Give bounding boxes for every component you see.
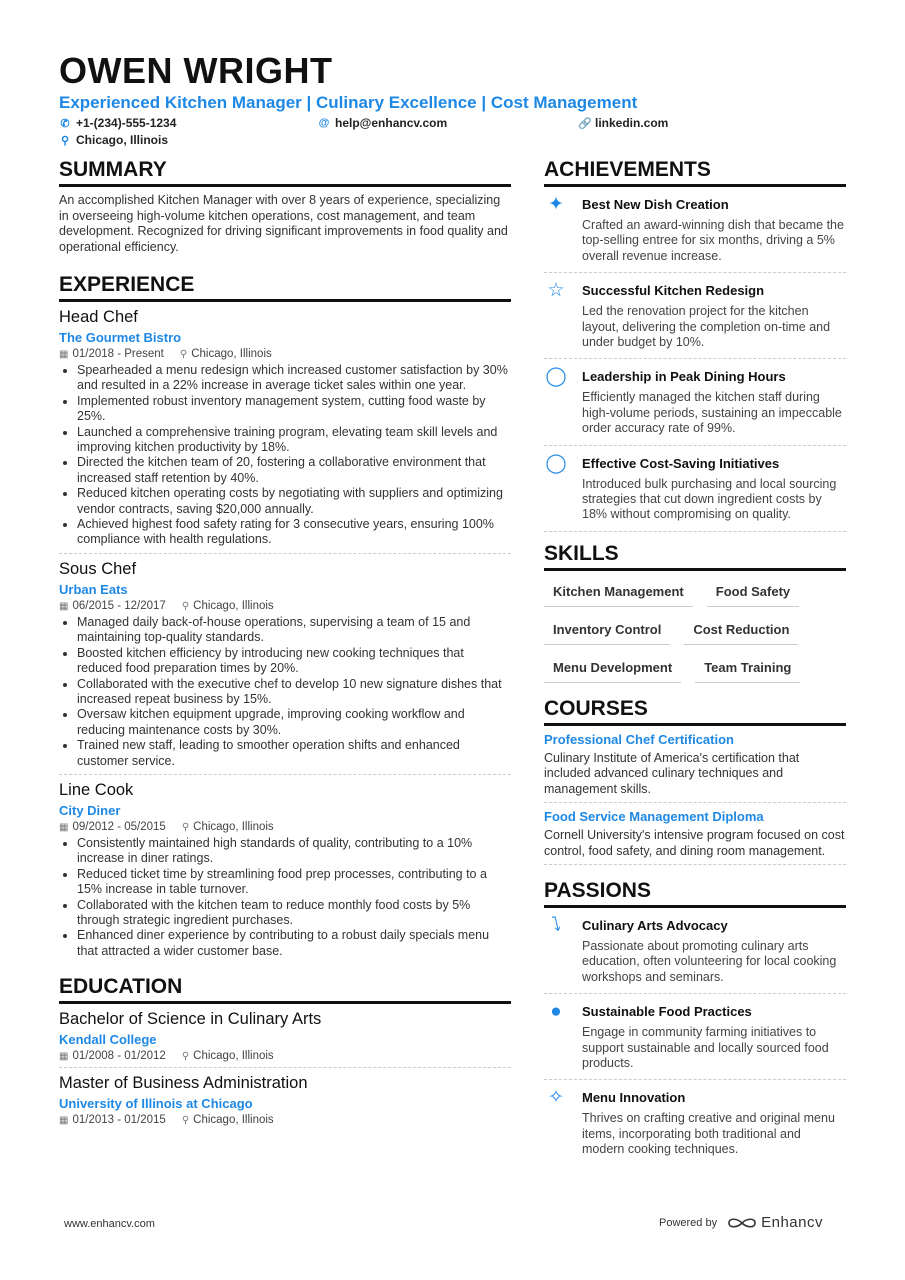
contact-linkedin[interactable] [578, 116, 668, 130]
course-title: Professional Chef Certification [544, 731, 734, 747]
summary-text: An accomplished Kitchen Manager with over 8 years of experience, specializing in overseeing high-volume kitchen operations, cost management, and team development. Recognized for driving significant improvements in food quality and operational efficiency. [59, 193, 508, 254]
calendar-icon: ▦ [59, 1051, 69, 1063]
link-icon: 🔗 [578, 117, 592, 130]
job-dates: 01/2018 - Present [72, 348, 164, 360]
company-name: Urban Eats [59, 581, 128, 597]
passion-item [544, 994, 846, 1080]
bullet: • Reduced kitchen operating costs by negotiating with suppliers and optimizing vendor contracts, saving $20,000 annually. [77, 486, 511, 517]
footer-website[interactable]: www.enhancv.com [64, 1218, 155, 1230]
passion-title: Sustainable Food Practices [582, 1004, 752, 1020]
location-pin-icon: ⚲ [181, 600, 190, 612]
education-meta [59, 1050, 511, 1062]
course-item [544, 726, 846, 803]
location-pin-icon: ⚲ [179, 349, 188, 360]
passion-desc: Thrives on crafting creative and original menu items, incorporating both traditional and modern cooking techniques. [582, 1111, 835, 1157]
bullet: • Reduced ticket time by streamlining food prep processes, contributing to a 15% increase in table turnover. [77, 867, 511, 898]
job-location: Chicago, Illinois [193, 599, 274, 612]
bullet: • Collaborated with the kitchen team to reduce monthly food costs by 5% through strategic ingredient purchases. [77, 898, 511, 929]
education-location: Chicago, Illinois [193, 1114, 274, 1127]
lightbulb-icon: ◯ [545, 366, 567, 388]
calendar-icon: ▦ [59, 349, 69, 360]
head-icon: ● [550, 1001, 562, 1023]
school-name: Kendall College [59, 1032, 157, 1048]
education-dates: 01/2008 - 01/2012 [72, 1050, 166, 1063]
skill-tag: Kitchen Management [544, 577, 693, 607]
right-column [544, 158, 846, 1166]
passion-item [544, 1080, 846, 1165]
degree-title: Master of Business Administration [59, 1074, 308, 1093]
calendar-icon: ▦ [59, 821, 69, 833]
bullet: • Implemented robust inventory management system, cutting food waste by 25%. [77, 394, 511, 425]
divider [59, 774, 511, 775]
passion-title: Culinary Arts Advocacy [582, 917, 728, 933]
experience-heading: EXPERIENCE [59, 273, 511, 302]
achievement-item [544, 359, 846, 445]
enhancv-logo[interactable] [727, 1214, 823, 1231]
achievement-title: Leadership in Peak Dining Hours [582, 369, 786, 385]
headline: Experienced Kitchen Manager | Culinary Excellence | Cost Management [59, 93, 638, 112]
lightbulb-icon: ◯ [545, 452, 567, 474]
bullet: • Directed the kitchen team of 20, fostering a collaborative environment that increased staff retention by 40%. [77, 455, 511, 486]
summary-heading: SUMMARY [59, 158, 511, 187]
education-meta [59, 1114, 511, 1126]
calendar-icon: ▦ [59, 600, 69, 612]
divider [59, 553, 511, 554]
achievements-heading: ACHIEVEMENTS [544, 158, 846, 187]
powered-by-label: Powered by [659, 1216, 718, 1229]
skill-tag: Team Training [695, 653, 800, 683]
job-bullets [59, 836, 511, 959]
job-meta [59, 348, 511, 360]
education-dates: 01/2013 - 01/2015 [72, 1114, 166, 1127]
achievement-desc: Crafted an award-winning dish that became the top-selling entree for six months, driving a 5% overall revenue increase. [582, 218, 844, 263]
skill-tag: Food Safety [707, 577, 799, 607]
job-entry [59, 308, 511, 554]
degree-title: Bachelor of Science in Culinary Arts [59, 1010, 322, 1029]
course-title: Food Service Management Diploma [544, 809, 764, 825]
skill-tag: Menu Development [544, 653, 681, 683]
magic-wand-icon: ✦ [548, 194, 564, 215]
footer-powered [659, 1214, 823, 1231]
job-location: Chicago, Illinois [191, 348, 272, 360]
star-icon: ☆ [547, 280, 565, 302]
course-desc: Culinary Institute of America's certification that included advanced culinary techniques and management skills. [544, 750, 800, 796]
location-text: Chicago, Illinois [76, 133, 169, 147]
location-pin-icon: ⚲ [60, 134, 70, 147]
skills-list [544, 577, 846, 691]
job-title: Head Chef [59, 308, 138, 326]
contact-phone [59, 116, 176, 130]
achievement-title: Successful Kitchen Redesign [582, 283, 765, 299]
achievement-title: Effective Cost-Saving Initiatives [582, 455, 780, 471]
bullet: • Achieved highest food safety rating for 3 consecutive years, ensuring 100% compliance with health regulations. [77, 517, 511, 548]
course-item [544, 803, 846, 865]
job-dates: 09/2012 - 05/2015 [72, 820, 166, 833]
contact-email[interactable] [318, 116, 447, 130]
job-title: Sous Chef [59, 559, 137, 578]
location-pin-icon: ⚲ [181, 821, 190, 833]
education-entry [59, 1010, 511, 1068]
job-dates: 06/2015 - 12/2017 [72, 599, 166, 612]
achievement-item [544, 187, 846, 273]
linkedin-text[interactable]: linkedin.com [595, 116, 669, 130]
passion-title: Menu Innovation [582, 1090, 686, 1106]
achievement-desc: Introduced bulk purchasing and local sourcing strategies that cut down ingredient costs by 18% without compromising on quality. [582, 476, 837, 522]
divider [59, 1067, 511, 1068]
education-heading: EDUCATION [59, 975, 511, 1004]
bullet: • Trained new staff, leading to smoother operation shifts and enhanced customer service. [77, 738, 511, 769]
calendar-icon: ▦ [59, 1115, 69, 1127]
bullet: • Managed daily back-of-house operations, supervising a team of 15 and maintaining top-quality standards. [77, 615, 511, 646]
education-location: Chicago, Illinois [193, 1050, 274, 1063]
left-column [59, 158, 511, 1126]
job-title: Line Cook [59, 780, 134, 799]
achievement-item [544, 273, 846, 359]
phone-icon: ✆ [60, 117, 70, 130]
skills-heading: SKILLS [544, 542, 846, 571]
location-pin-icon: ⚲ [181, 1115, 190, 1127]
company-name: The Gourmet Bistro [59, 330, 182, 345]
job-bullets [59, 615, 511, 769]
sparkle-arrow-icon: ✧ [548, 1087, 564, 1109]
passion-desc: Passionate about promoting culinary arts education, often volunteering for local cooking workshops and seminars. [582, 938, 837, 984]
email-text[interactable]: help@enhancv.com [335, 116, 448, 130]
bullet: • Launched a comprehensive training program, elevating team skill levels and improving kitchen productivity by 18%. [77, 425, 511, 456]
passion-item [544, 908, 846, 994]
school-name: University of Illinois at Chicago [59, 1096, 253, 1112]
lightning-icon: ⭝ [551, 914, 561, 936]
achievement-desc: Efficiently managed the kitchen staff during high-volume periods, sustaining an impeccable order accuracy rate of 99%. [582, 390, 842, 436]
achievement-title: Best New Dish Creation [582, 197, 729, 212]
job-location: Chicago, Illinois [193, 820, 274, 833]
job-meta [59, 821, 511, 833]
skill-tag: Cost Reduction [684, 615, 798, 645]
job-entry [59, 560, 511, 775]
skill-tag: Inventory Control [544, 615, 670, 645]
achievement-item [544, 446, 846, 532]
enhancv-logo-icon [727, 1216, 757, 1230]
bullet: • Consistently maintained high standards of quality, contributing to a 10% increase in diner ratings. [77, 836, 511, 867]
courses-heading: COURSES [544, 697, 846, 726]
education-entry [59, 1074, 511, 1126]
achievement-desc: Led the renovation project for the kitchen layout, delivering the completion on-time and under budget by 10%. [582, 304, 831, 350]
course-desc: Cornell University's intensive program focused on cost control, food safety, and dining room management. [544, 828, 845, 858]
phone-text: +1-(234)-555-1234 [76, 116, 177, 130]
enhancv-brand: Enhancv [761, 1214, 823, 1231]
contact-location [59, 133, 168, 147]
bullet: • Spearheaded a menu redesign which increased customer satisfaction by 30% and resulted in a 22% increase in average ticket sales within one year. [77, 363, 511, 394]
job-bullets [59, 363, 511, 548]
company-name: City Diner [59, 802, 121, 818]
bullet: • Enhanced diner experience by contributing to a robust daily specials menu that attracted a wider customer base. [77, 928, 511, 959]
bullet: • Oversaw kitchen equipment upgrade, improving cooking workflow and reducing maintenance costs by 30%. [77, 707, 511, 738]
job-meta [59, 600, 511, 612]
job-entry [59, 781, 511, 959]
passion-desc: Engage in community farming initiatives to support sustainable and locally sourced food products. [582, 1025, 829, 1070]
candidate-name: OWEN WRIGHT [59, 50, 333, 91]
bullet: • Collaborated with the executive chef to develop 10 new signature dishes that increased repeat business by 15%. [77, 677, 511, 708]
location-pin-icon: ⚲ [181, 1051, 190, 1063]
bullet: • Boosted kitchen efficiency by introducing new cooking techniques that reduced food preparation times by 20%. [77, 646, 511, 677]
at-icon: @ [318, 117, 330, 129]
passions-heading: PASSIONS [544, 879, 846, 908]
